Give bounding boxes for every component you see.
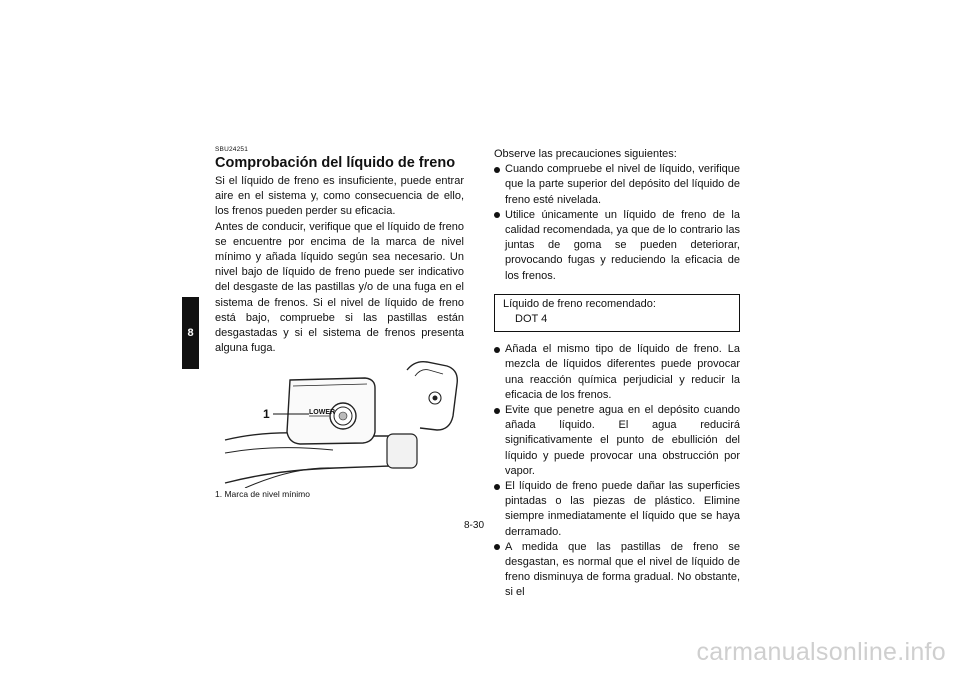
list-item: Utilice únicamente un líquido de freno de la calidad recomendada, ya que de lo contrario las juntas de goma se pueden deteriorar, provocando fugas y reduciendo la eficacia de los frenos. — [494, 208, 740, 284]
precautions-intro: Observe las precauciones siguientes: — [494, 148, 677, 160]
bullet-icon — [494, 484, 500, 490]
recommended-fluid-value: DOT 4 — [515, 313, 548, 326]
list-item: Añada el mismo tipo de líquido de freno. La mezcla de líquidos diferentes puede provocar una reacción química perjudicial y reducir la eficacia de los frenos. — [494, 342, 740, 403]
precautions-list-1 — [494, 162, 740, 284]
lower-label: LOWER — [309, 409, 336, 416]
bullet-icon — [494, 347, 500, 353]
paragraph-2: Antes de conducir, verifique que el líquido de freno se encuentre por encima de la marca de nivel mínimo y añada líquido según sea necesario. Un nivel bajo de líquido de freno puede ser indicativo del desgaste de las pastillas y/o de una fuga en el sistema de frenos. Si el nivel de líquido de freno está bajo, compruebe si las pastillas están desgastadas y si el sistema de frenos presenta alguna fuga. — [215, 220, 464, 355]
figure-callout: 1 — [263, 407, 270, 421]
paragraph-1: Si el líquido de freno es insuficiente, puede entrar aire en el sistema y, como consecuencia de ello, los frenos pueden perder su eficacia. — [215, 175, 464, 218]
left-column — [215, 146, 464, 356]
page-number: 8-30 — [464, 520, 485, 531]
recommended-fluid-box — [494, 294, 740, 332]
list-item: Cuando compruebe el nivel de líquido, verifique que la parte superior del depósito del líquido de freno esté nivelada. — [494, 162, 740, 208]
precautions-list-2 — [494, 342, 740, 600]
list-item: Evite que penetre agua en el depósito cuando añada líquido. El agua reducirá significativamente el punto de ebullición del líquido y puede provocar una obstrucción por vapor. — [494, 403, 740, 479]
bullet-icon — [494, 167, 500, 173]
list-item: El líquido de freno puede dañar las superficies pintadas o las piezas de plástico. Elimine siempre inmediatamente el líquido que se haya derramado. — [494, 479, 740, 540]
brake-reservoir-illustration — [215, 358, 465, 488]
recommended-fluid-label: Líquido de freno recomendado: — [503, 297, 656, 310]
chapter-tab: 8 — [182, 297, 199, 369]
right-column — [494, 147, 740, 601]
list-item: A medida que las pastillas de freno se desgastan, es normal que el nivel de líquido de freno disminuya de forma gradual. No obstante, si el — [494, 540, 740, 601]
bullet-icon — [494, 212, 500, 218]
bullet-icon — [494, 544, 500, 550]
figure-caption: 1. Marca de nivel mínimo — [215, 489, 310, 499]
section-code: SBU24251 — [215, 146, 249, 153]
bullet-icon — [494, 408, 500, 414]
section-title: Comprobación del líquido de freno — [215, 155, 456, 171]
watermark-link[interactable]: carmanualsonline.info — [696, 638, 946, 666]
